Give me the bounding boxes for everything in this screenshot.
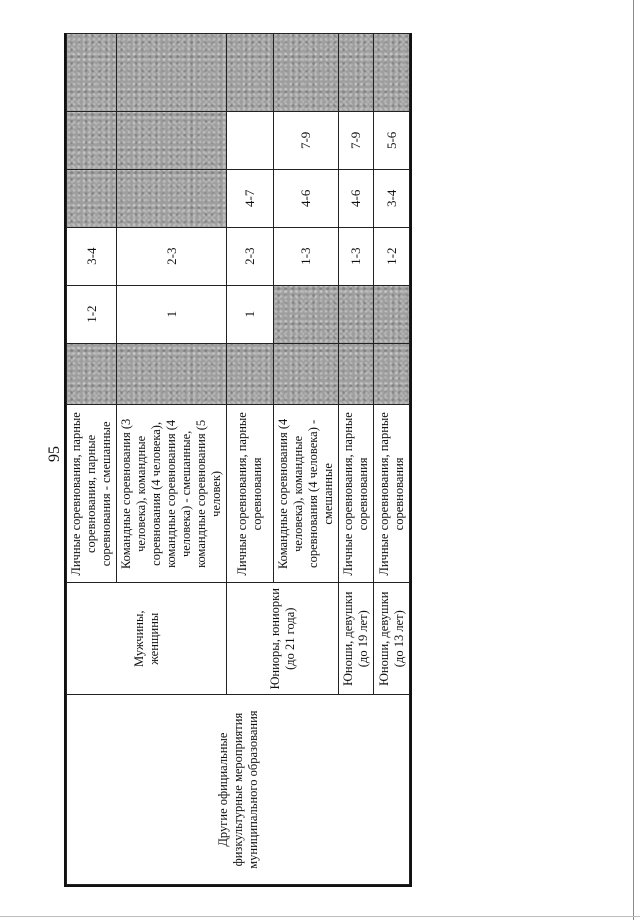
discipline-cell: Личные соревнования, парные соревнования xyxy=(339,405,374,583)
rank-cell: 3-4 xyxy=(67,227,117,285)
rank-cell: 7-9 xyxy=(339,111,374,169)
rank-cell: 4-6 xyxy=(339,169,374,227)
page-number: 95 xyxy=(46,446,63,462)
rank-cell-blank xyxy=(227,111,274,169)
rank-cell-empty xyxy=(374,343,410,405)
rank-cell-empty xyxy=(339,34,374,112)
rotated-page xyxy=(46,33,406,887)
rank-cell: 2-3 xyxy=(117,227,227,285)
rank-cell-empty xyxy=(374,34,410,112)
discipline-cell: Личные соревнования, парные соревнования, парные соревнования - смешанные xyxy=(67,405,117,583)
rank-cell: 1 xyxy=(117,285,227,343)
rank-cell: 1-2 xyxy=(67,285,117,343)
discipline-cell: Личные соревнования, парные соревнования xyxy=(227,405,274,583)
group-cell: Юноши, девушки (до 13 лет) xyxy=(374,583,410,695)
rank-cell: 1-2 xyxy=(374,227,410,285)
rank-cell: 1 xyxy=(227,285,274,343)
rank-cell-empty xyxy=(274,343,339,405)
rank-cell: 3-4 xyxy=(374,169,410,227)
group-cell: Юноши, девушки (до 19 лет) xyxy=(339,583,374,695)
event-type-cell: Другие официальные физкультурные мероприятия муниципального образования xyxy=(67,695,410,885)
rank-cell: 4-7 xyxy=(227,169,274,227)
discipline-cell: Командные соревнования (4 человека), командные соревнования (4 человека) - смешанные xyxy=(274,405,339,583)
rank-cell-empty xyxy=(67,111,117,169)
rank-cell-empty xyxy=(117,343,227,405)
rank-cell-empty xyxy=(67,169,117,227)
rank-cell-empty xyxy=(227,343,274,405)
rank-cell: 1-3 xyxy=(274,227,339,285)
rank-cell-empty xyxy=(274,285,339,343)
discipline-cell: Личные соревнования, парные соревнования xyxy=(374,405,410,583)
rank-cell: 4-6 xyxy=(274,169,339,227)
rank-cell: 1-3 xyxy=(339,227,374,285)
discipline-cell: Командные соревнования (3 человека), командные соревнования (4 человека), командные соревнования (4 человека) - смешанные, командные соревнования (5 человек) xyxy=(117,405,227,583)
rank-cell-empty xyxy=(274,34,339,112)
rank-cell-empty xyxy=(117,111,227,169)
group-cell: Мужчины, женщины xyxy=(67,583,227,695)
rank-cell-empty xyxy=(67,34,117,112)
rank-cell-empty xyxy=(67,343,117,405)
rank-cell: 5-6 xyxy=(374,111,410,169)
rank-cell-empty xyxy=(374,285,410,343)
rank-cell-empty xyxy=(117,34,227,112)
scan-edge-bottom xyxy=(0,916,640,917)
rank-cell-empty xyxy=(339,343,374,405)
rank-cell: 2-3 xyxy=(227,227,274,285)
rank-table xyxy=(66,33,410,885)
table-row xyxy=(67,34,117,885)
rank-cell: 7-9 xyxy=(274,111,339,169)
group-cell: Юниоры, юниорки (до 21 года) xyxy=(227,583,339,695)
rank-cell-empty xyxy=(227,34,274,112)
rank-cell-empty xyxy=(117,169,227,227)
rank-cell-empty xyxy=(339,285,374,343)
table-frame xyxy=(64,33,412,887)
scan-edge-right xyxy=(633,0,634,920)
